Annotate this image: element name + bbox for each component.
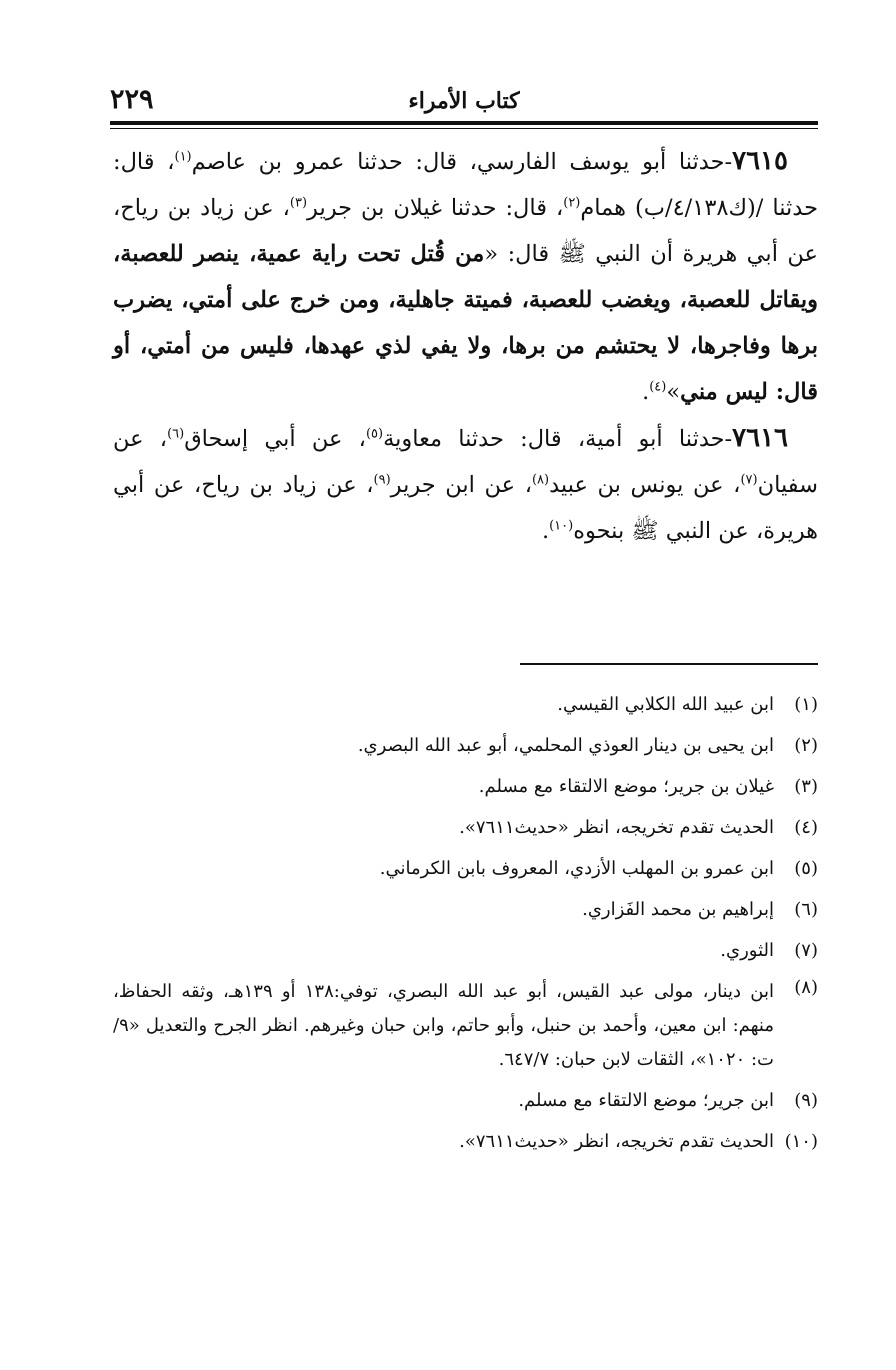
sentence-end: . — [541, 518, 550, 544]
isnad-text: ، عن يونس بن عبيد — [549, 472, 741, 498]
main-text — [113, 138, 818, 554]
footnote-item — [113, 889, 818, 930]
hadith-7615 — [113, 138, 818, 415]
footnote-ref[interactable]: (٨) — [531, 472, 550, 488]
footnote-text: ابن عمرو بن المهلب الأزدي، المعروف بابن الكرماني. — [379, 858, 774, 879]
footnote-ref[interactable]: (٥) — [365, 426, 384, 442]
footnote-number: (١) — [794, 694, 818, 715]
footnote-text: الحديث تقدم تخريجه، انظر «حديث٧٦١١». — [459, 1131, 774, 1152]
footnote-text: ابن جرير؛ موضع الالتقاء مع مسلم. — [518, 1090, 774, 1111]
sentence-end: . — [642, 379, 650, 405]
footnote-number: (٧) — [794, 940, 818, 961]
footnote-text: غيلان بن جرير؛ موضع الالتقاء مع مسلم. — [478, 776, 774, 797]
footnote-item — [113, 725, 818, 766]
footnote-text: الثوري. — [720, 940, 774, 961]
isnad-text: ، عن ابن جرير — [390, 472, 532, 498]
isnad-text: ، قال: حدثنا غيلان بن جرير — [307, 195, 564, 221]
isnad-text: ، عن زياد بن رياح، عن أبي هريرة، عن النبي ﷺ بنحوه — [113, 472, 818, 544]
quote-close: » — [666, 379, 681, 405]
footnote-text: إبراهيم بن محمد الفَزاري. — [582, 899, 774, 920]
footnote-text: ابن دينار، مولى عبد القيس، أبو عبد الله البصري، توفي:١٣٨ أو ١٣٩هـ، وثقه الحفاظ، منهم: ابن معين، وأحمد بن حنبل، وأبو حاتم، وابن حبان وغيرهم. انظر الجرح والتعديل «٩/ت: ١٠٢٠»، الثقات لابن حبان: ٦٤٧/٧. — [113, 981, 774, 1070]
hadith-7616 — [113, 415, 818, 554]
footnotes — [113, 684, 818, 1162]
footnote-number: (١٠) — [784, 1131, 818, 1152]
footnote-ref[interactable]: (٢) — [563, 195, 581, 211]
footnote-item — [113, 1080, 818, 1121]
footnote-item — [113, 684, 818, 725]
footnote-text: ابن يحيى بن دينار العوذي المحلمي، أبو عبد الله البصري. — [357, 735, 774, 756]
footnote-ref[interactable]: (٧) — [740, 472, 758, 488]
footnote-item — [113, 971, 818, 1080]
header-rule-thin — [110, 128, 818, 129]
page-header — [110, 84, 818, 120]
footnote-item — [113, 1121, 818, 1162]
footnote-ref[interactable]: (٦) — [167, 426, 185, 442]
footnote-item — [113, 848, 818, 889]
footnote-text: الحديث تقدم تخريجه، انظر «حديث٧٦١١». — [459, 817, 774, 838]
hadith-number: ٧٦١٥ — [732, 146, 788, 176]
footnote-number: (٥) — [794, 858, 818, 879]
footnote-item — [113, 930, 818, 971]
isnad-text: ، قال: حدثنا /(ك٤/١٣٨/ب) همام — [113, 149, 818, 221]
footnote-ref[interactable]: (١) — [174, 149, 192, 165]
running-title: كتاب الأمراء — [408, 88, 520, 114]
matn-text: من قُتل تحت راية عمية، ينصر للعصبة، ويقاتل للعصبة، ويغضب للعصبة، فميتة جاهلية، ومن خرج على أمتي، يضرب برها وفاجرها، لا يحتشم من برها، ولا يفي لذي عهدها، فليس من أمتي، أو قال: ليس مني — [113, 241, 818, 405]
footnote-ref[interactable]: (٩) — [373, 472, 391, 488]
footnote-number: (٩) — [794, 1090, 818, 1111]
footnote-number: (٤) — [794, 817, 818, 838]
footnote-number: (٣) — [794, 776, 818, 797]
header-rule-thick — [110, 121, 818, 125]
footnote-ref[interactable]: (٣) — [289, 195, 308, 211]
footnote-ref[interactable]: (٤) — [649, 379, 667, 395]
isnad-text: ، عن أبي إسحاق — [184, 426, 366, 452]
isnad-text: -حدثنا أبو أمية، قال: حدثنا معاوية — [383, 426, 733, 452]
isnad-text: ، عن سفيان — [113, 426, 818, 498]
footnote-number: (٨) — [794, 977, 818, 998]
footnote-separator — [520, 663, 818, 665]
footnote-item — [113, 807, 818, 848]
footnote-number: (٢) — [794, 735, 818, 756]
footnote-text: ابن عبيد الله الكلابي القيسي. — [557, 694, 774, 715]
isnad-text: -حدثنا أبو يوسف الفارسي، قال: حدثنا عمرو بن عاصم — [191, 149, 733, 175]
hadith-number: ٧٦١٦ — [732, 423, 789, 453]
footnote-number: (٦) — [794, 899, 818, 920]
footnote-ref[interactable]: (١٠) — [549, 518, 574, 534]
page-number: ٢٢٩ — [110, 84, 154, 115]
footnote-item — [113, 766, 818, 807]
isnad-text: ، عن زياد بن رياح، عن أبي هريرة أن النبي ﷺ قال: « — [113, 195, 818, 267]
